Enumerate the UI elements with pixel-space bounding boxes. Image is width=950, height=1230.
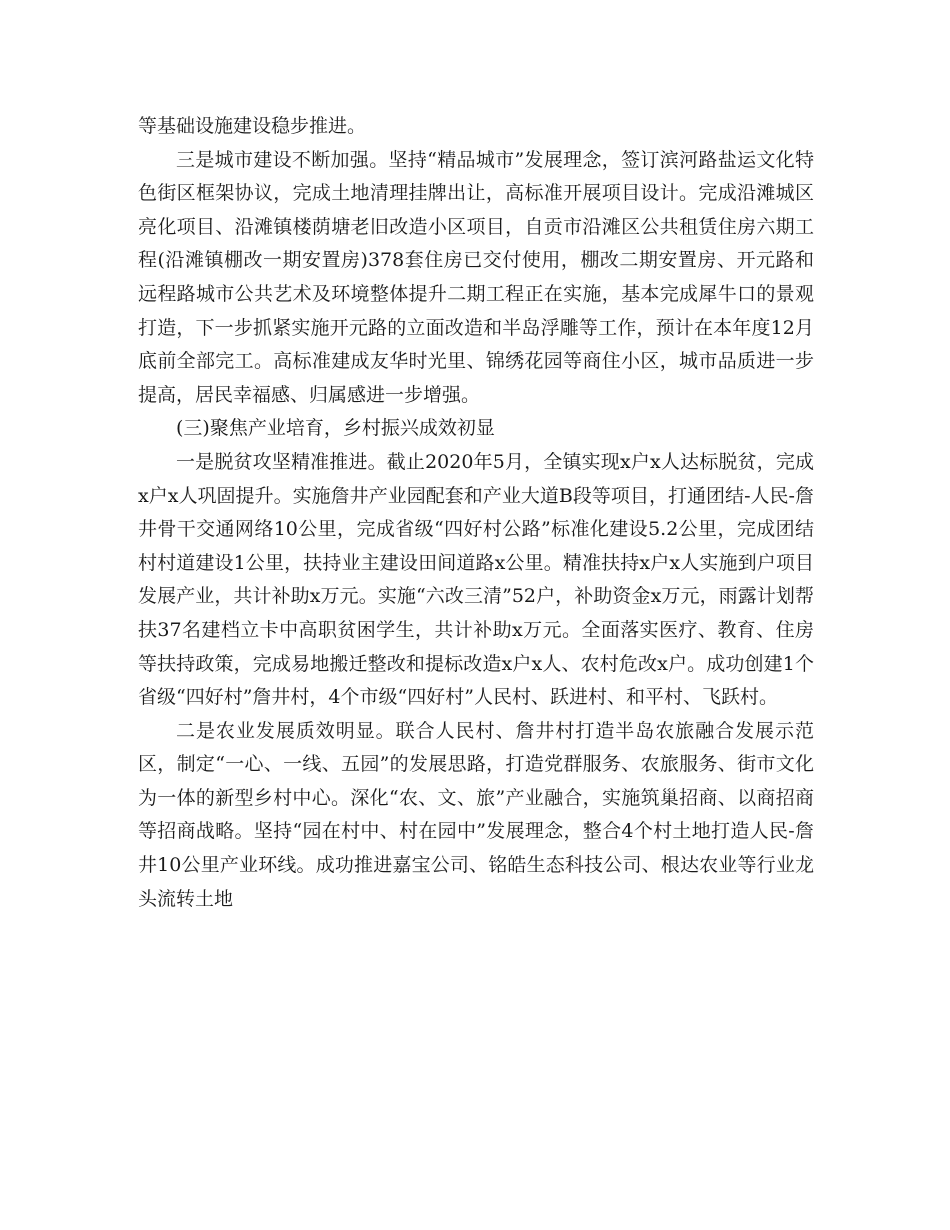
paragraph-agriculture: 二是农业发展质效明显。联合人民村、詹井村打造半岛农旅融合发展示范区，制定“一心、一线、五园”的发展思路，打造党群服务、农旅服务、街市文化为一体的新型乡村中心。深化“农、文、旅”产业融合，实施筑巢招商、以商招商等招商战略。坚持“园在村中、村在园中”发展理念，整合4个村土地打造人民-詹井10公里产业环线。成功推进嘉宝公司、铭皓生态科技公司、根达农业等行业龙头流转土地 <box>138 719 814 910</box>
paragraph-urban-construction: 三是城市建设不断加强。坚持“精品城市”发展理念，签订滨河路盐运文化特色街区框架协议，完成土地清理挂牌出让，高标准开展项目设计。完成沿滩城区亮化项目、沿滩镇楼荫塘老旧改造小区项目，自贡市沿滩区公共租赁住房六期工程(沿滩镇棚改一期安置房)378套住房已交付使用，棚改二期安置房、开元路和远程路城市公共艺术及环境整体提升二期工程正在实施，基本完成犀牛口的景观打造，下一步抓紧实施开元路的立面改造和半岛浮雕等工作，预计在本年度12月底前全部完工。高标准建成友华时光里、锦绣花园等商住小区，城市品质进一步提高，居民幸福感、归属感进一步增强。 <box>138 148 814 406</box>
document-body <box>138 110 814 916</box>
paragraph-poverty-alleviation: 一是脱贫攻坚精准推进。截止2020年5月，全镇实现x户x人达标脱贫，完成x户x人巩固提升。实施詹井产业园配套和产业大道B段等项目，打通团结-人民-詹井骨干交通网络10公里，完成省级“四好村公路”标准化建设5.2公里，完成团结村村道建设1公里，扶持业主建设田间道路x公里。精准扶持x户x人实施到户项目发展产业，共计补助x万元。实施“六改三清”52户，补助资金x万元，雨露计划帮扶37名建档立卡中高职贫困学生，共计补助x万元。全面落实医疗、教育、住房等扶持政策，完成易地搬迁整改和提标改造x户x人、农村危改x户。成功创建1个省级“四好村”詹井村，4个市级“四好村”人民村、跃进村、和平村、飞跃村。 <box>138 450 814 709</box>
paragraph-continuation: 等基础设施建设稳步推进。 <box>138 115 367 137</box>
section-heading-industry: (三)聚焦产业培育，乡村振兴成效初显 <box>176 417 495 440</box>
